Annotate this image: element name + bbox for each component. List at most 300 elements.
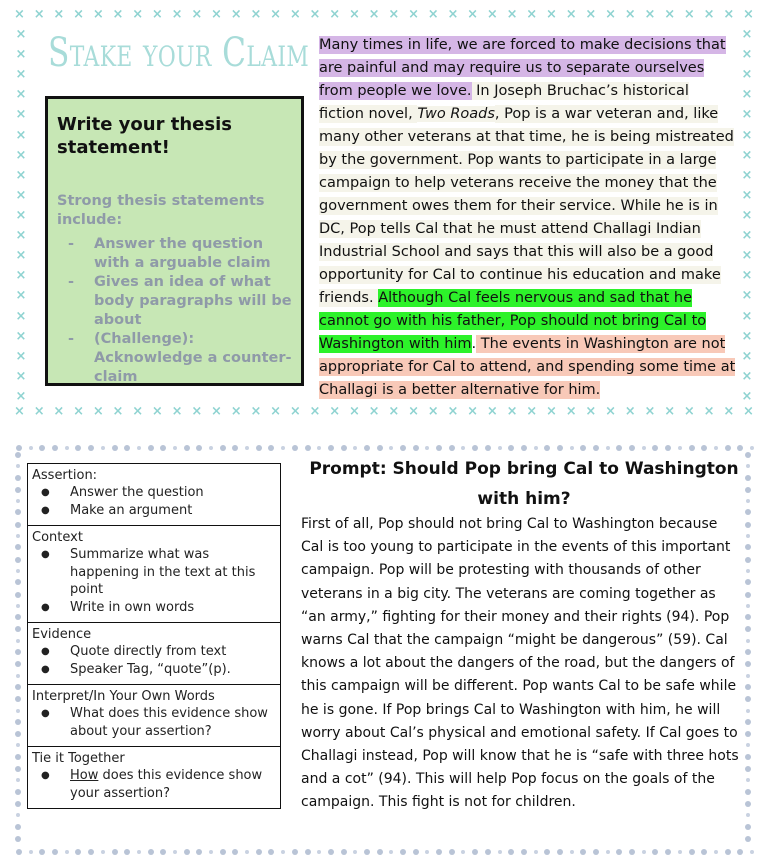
- x-mark-icon: ×: [15, 67, 27, 83]
- x-mark-icon: ×: [743, 8, 754, 22]
- dot-icon: [196, 445, 202, 451]
- dot-icon: [745, 557, 751, 563]
- x-mark-icon: ×: [73, 8, 85, 22]
- dot-icon: [389, 446, 393, 450]
- x-mark-icon: ×: [15, 187, 27, 203]
- hook-highlight: Many times in life, we are forced to make decisions that are painful and may require us to separate ourselves from people we love.: [319, 37, 726, 99]
- dot-icon: [184, 445, 190, 451]
- dot-icon: [745, 614, 751, 620]
- dot-icon: [745, 661, 751, 667]
- dot-icon: [39, 445, 45, 451]
- dash-bullet-icon: -: [68, 236, 75, 252]
- dot-icon: [15, 487, 21, 493]
- dot-icon: [593, 849, 599, 855]
- x-mark-icon: ×: [15, 147, 27, 163]
- x-mark-icon: ×: [15, 268, 27, 284]
- x-mark-icon: ×: [741, 308, 753, 324]
- dot-icon: [15, 824, 21, 830]
- x-mark-icon: ×: [408, 405, 419, 419]
- thesis-tip: - Gives an idea of what body paragraphs will be about: [68, 274, 292, 328]
- x-mark-icon: ×: [741, 348, 753, 364]
- dot-icon: [746, 534, 750, 538]
- dot-icon: [15, 731, 21, 737]
- dot-icon: [436, 849, 442, 855]
- x-mark-icon: ×: [447, 8, 459, 22]
- x-mark-icon: ×: [329, 8, 341, 22]
- dot-icon: [220, 849, 226, 855]
- dot-icon: [629, 849, 635, 855]
- dot-icon: [15, 544, 21, 550]
- x-mark-icon: ×: [250, 8, 262, 22]
- dot-icon: [750, 446, 754, 450]
- x-mark-icon: ×: [15, 288, 27, 304]
- list-item: ● Write in own words: [32, 599, 276, 617]
- dot-icon: [328, 445, 334, 451]
- x-mark-icon: ×: [15, 388, 27, 404]
- guide-row-evidence: [28, 623, 280, 685]
- thesis-instructions-box: [45, 96, 304, 386]
- x-mark-icon: ×: [92, 405, 104, 419]
- x-mark-icon: ×: [624, 8, 636, 22]
- dot-icon: [377, 445, 383, 451]
- dot-icon: [521, 445, 527, 451]
- context-text: , Pop is a war veteran and, like many other veterans at that time, he is being mistreated by the government. Pop wants to participate in a large campaign to help veterans receive the money that the government owes them for their service. While he is in DC, Pop tells Cal that he must attend Challagi Indian Industrial School and says that this will also be a good opportunity for Cal to continue his education and make friends.: [319, 106, 734, 306]
- x-mark-icon: ×: [741, 248, 753, 264]
- dot-icon: [425, 446, 429, 450]
- x-mark-icon: ×: [741, 368, 753, 384]
- x-mark-icon: ×: [624, 405, 636, 419]
- dot-icon: [268, 445, 274, 451]
- dot-icon: [245, 850, 249, 854]
- dot-icon: [485, 445, 491, 451]
- dot-icon: [745, 836, 751, 842]
- dot-icon: [15, 754, 21, 760]
- dot-icon: [292, 849, 298, 855]
- dot-icon: [746, 639, 750, 643]
- x-mark-icon: ×: [171, 8, 183, 22]
- dot-icon: [148, 445, 154, 451]
- x-mark-icon: ×: [53, 405, 65, 419]
- x-mark-icon: ×: [53, 8, 65, 22]
- x-mark-icon: ×: [15, 348, 27, 364]
- x-mark-icon: ×: [526, 8, 538, 22]
- dot-icon: [652, 849, 658, 855]
- dot-icon: [714, 446, 718, 450]
- x-border-left: [14, 28, 28, 404]
- dot-icon: [508, 849, 514, 855]
- thesis-heading: Write your thesis statement!: [57, 114, 232, 158]
- x-mark-icon: ×: [329, 405, 341, 419]
- dot-icon: [16, 604, 20, 608]
- guide-row-items: [32, 705, 276, 740]
- x-mark-icon: ×: [427, 405, 439, 419]
- x-mark-icon: ×: [15, 107, 27, 123]
- dot-icon: [746, 709, 750, 713]
- dot-icon: [746, 778, 750, 782]
- dot-icon: [701, 445, 707, 451]
- dot-icon: [184, 849, 190, 855]
- x-mark-icon: ×: [741, 207, 753, 223]
- x-mark-icon: ×: [33, 405, 45, 419]
- dot-icon: [746, 674, 750, 678]
- dot-icon: [232, 445, 238, 451]
- x-mark-icon: ×: [565, 8, 577, 22]
- x-mark-icon: ×: [545, 405, 557, 419]
- dot-icon: [745, 696, 751, 702]
- x-mark-icon: ×: [703, 8, 715, 22]
- list-item: ● Speaker Tag, “quote”(p).: [32, 661, 276, 679]
- guide-row-items: [32, 643, 276, 678]
- dot-icon: [101, 850, 105, 854]
- dot-icon: [15, 766, 21, 772]
- x-mark-icon: ×: [741, 187, 753, 203]
- dot-icon: [449, 445, 455, 451]
- dot-icon: [534, 446, 538, 450]
- x-border-bottom: [14, 405, 754, 419]
- dot-icon: [15, 696, 21, 702]
- x-mark-icon: ×: [506, 405, 518, 419]
- x-mark-icon: ×: [15, 368, 27, 384]
- dot-icon: [173, 850, 177, 854]
- dot-icon: [29, 850, 33, 854]
- x-mark-icon: ×: [230, 405, 242, 419]
- body-paragraph: First of all, Pop should not bring Cal to Washington because Cal is too young to participate in the events of this important campaign. Pop will be protesting with thousands of other veterans in a big city. The veterans are coming together as “an army,” fighting for their money and their rights (94). Pop warns Cal that the campaign “might be dangerous” (59). Cal knows a lot about the dangers of the road, but the dangers of this campaign will be different. Pop wants Cal to be safe while he is gone. If Pop brings Cal to Washington with him, he will worry about Cal’s physical and emotional safety. If Cal goes to Challagi instead, Pop will know that he is “safe with three hots and a cot” (94). This will help Pop focus on the goals of the campaign. This fight is not for children.: [301, 516, 739, 811]
- dot-icon: [689, 445, 695, 451]
- dot-icon: [745, 801, 751, 807]
- dot-icon: [498, 446, 502, 450]
- guide-row-items: [32, 546, 276, 616]
- dot-icon: [544, 445, 550, 451]
- x-border-right: [740, 28, 754, 404]
- dot-icon: [220, 445, 226, 451]
- dot-icon: [642, 446, 646, 450]
- dot-icon: [678, 850, 682, 854]
- dot-icon: [616, 445, 622, 451]
- dot-icon: [746, 569, 750, 573]
- dot-icon: [557, 445, 563, 451]
- x-mark-icon: ×: [644, 405, 656, 419]
- x-mark-icon: ×: [309, 8, 321, 22]
- dot-icon: [364, 849, 370, 855]
- x-mark-icon: ×: [33, 8, 45, 22]
- list-item: ● Answer the question: [32, 484, 276, 502]
- dot-icon: [16, 499, 20, 503]
- dot-icon: [209, 446, 213, 450]
- x-mark-icon: ×: [151, 8, 163, 22]
- x-mark-icon: ×: [191, 8, 203, 22]
- dot-icon: [745, 626, 751, 632]
- dot-icon: [245, 446, 249, 450]
- dot-icon: [256, 445, 262, 451]
- dot-icon: [88, 849, 94, 855]
- x-mark-icon: ×: [741, 147, 753, 163]
- dash-bullet-icon: -: [68, 331, 75, 347]
- dot-icon: [616, 849, 622, 855]
- dot-icon: [689, 849, 695, 855]
- dot-icon: [15, 661, 21, 667]
- dot-icon: [498, 850, 502, 854]
- x-mark-icon: ×: [741, 288, 753, 304]
- x-mark-icon: ×: [723, 8, 735, 22]
- dot-icon: [15, 801, 21, 807]
- dot-icon: [629, 445, 635, 451]
- dash-bullet-icon: -: [68, 274, 75, 290]
- dot-icon: [65, 850, 69, 854]
- dot-icon: [16, 849, 22, 855]
- dot-icon: [52, 849, 58, 855]
- x-mark-icon: ×: [741, 28, 753, 42]
- dot-icon: [745, 731, 751, 737]
- guide-row-assertion: [28, 464, 280, 526]
- x-mark-icon: ×: [683, 405, 695, 419]
- dot-icon: [745, 522, 751, 528]
- dot-icon: [88, 445, 94, 451]
- dot-icon: [15, 719, 21, 725]
- x-mark-icon: ×: [348, 8, 360, 22]
- dot-icon: [16, 464, 20, 468]
- x-mark-icon: ×: [348, 405, 360, 419]
- period: .: [471, 336, 477, 352]
- dot-icon: [745, 649, 751, 655]
- dot-border-bottom: [16, 848, 754, 856]
- dot-icon: [15, 579, 21, 585]
- dot-icon: [268, 849, 274, 855]
- dot-icon: [124, 445, 130, 451]
- dot-icon: [52, 445, 58, 451]
- dot-icon: [15, 509, 21, 515]
- list-item: ● What does this evidence show about your assertion?: [32, 705, 276, 740]
- x-mark-icon: ×: [741, 167, 753, 183]
- x-mark-icon: ×: [467, 405, 479, 419]
- dot-icon: [745, 719, 751, 725]
- x-mark-icon: ×: [151, 405, 163, 419]
- guide-row-tie-together: [28, 747, 280, 808]
- x-mark-icon: ×: [15, 127, 27, 143]
- dot-icon: [353, 446, 357, 450]
- x-mark-icon: ×: [743, 405, 754, 419]
- dot-icon: [15, 684, 21, 690]
- x-mark-icon: ×: [664, 8, 676, 22]
- dot-icon: [745, 684, 751, 690]
- x-mark-icon: ×: [15, 87, 27, 103]
- x-mark-icon: ×: [368, 8, 380, 22]
- dot-icon: [124, 849, 130, 855]
- guide-row-title: Assertion:: [32, 468, 98, 483]
- guide-row-interpret: [28, 685, 280, 747]
- x-mark-icon: ×: [741, 228, 753, 244]
- x-mark-icon: ×: [230, 8, 242, 22]
- dot-icon: [305, 445, 311, 451]
- dot-icon: [112, 849, 118, 855]
- dot-icon: [16, 813, 20, 817]
- thesis-tip: - Answer the question with a arguable claim: [68, 236, 271, 271]
- dot-icon: [341, 849, 347, 855]
- dot-icon: [16, 743, 20, 747]
- dot-icon: [750, 850, 754, 854]
- page-title: Stake your Claim: [48, 30, 310, 76]
- dot-icon: [425, 850, 429, 854]
- dot-icon: [16, 778, 20, 782]
- x-mark-icon: ×: [15, 28, 27, 42]
- x-mark-icon: ×: [741, 107, 753, 123]
- dot-icon: [39, 849, 45, 855]
- dot-icon: [665, 445, 671, 451]
- context-text: In Joseph Bruchac’s historical fiction novel,: [319, 83, 689, 122]
- dot-icon: [436, 445, 442, 451]
- x-mark-icon: ×: [741, 47, 753, 63]
- dot-icon: [746, 813, 750, 817]
- dot-icon: [173, 446, 177, 450]
- dot-icon: [461, 446, 465, 450]
- dot-icon: [413, 849, 419, 855]
- dot-icon: [16, 569, 20, 573]
- x-mark-icon: ×: [112, 8, 124, 22]
- dot-icon: [305, 849, 311, 855]
- x-mark-icon: ×: [683, 8, 695, 22]
- dot-icon: [389, 850, 393, 854]
- x-mark-icon: ×: [289, 8, 301, 22]
- list-item: ● How does this evidence show your assertion?: [32, 767, 276, 802]
- list-item: ● Summarize what was happening in the text at this point: [32, 546, 276, 599]
- x-mark-icon: ×: [132, 8, 144, 22]
- dot-icon: [745, 544, 751, 550]
- guide-row-context: [28, 526, 280, 623]
- dot-border-top: [16, 444, 754, 452]
- x-mark-icon: ×: [171, 405, 183, 419]
- intro-paragraph: [319, 34, 737, 402]
- guide-row-items: [32, 484, 276, 519]
- dot-icon: [678, 446, 682, 450]
- x-mark-icon: ×: [723, 405, 735, 419]
- x-mark-icon: ×: [15, 207, 27, 223]
- dot-icon: [15, 592, 21, 598]
- x-mark-icon: ×: [15, 47, 27, 63]
- dot-icon: [737, 445, 743, 451]
- x-mark-icon: ×: [703, 405, 715, 419]
- dot-icon: [400, 849, 406, 855]
- guide-row-title: Tie it Together: [32, 751, 125, 766]
- dot-icon: [16, 674, 20, 678]
- dot-icon: [15, 475, 21, 481]
- x-mark-icon: ×: [486, 8, 498, 22]
- guide-row-title: Interpret/In Your Own Words: [32, 689, 215, 704]
- thesis-section: [0, 0, 768, 428]
- x-mark-icon: ×: [270, 405, 282, 419]
- dot-icon: [746, 743, 750, 747]
- x-mark-icon: ×: [14, 8, 25, 22]
- x-mark-icon: ×: [15, 308, 27, 324]
- dot-icon: [400, 445, 406, 451]
- x-mark-icon: ×: [585, 8, 597, 22]
- x-mark-icon: ×: [211, 8, 222, 22]
- thesis-highlight: Although Cal feels nervous and sad that he cannot go with his father, Pop should not bring Cal to Washington with him: [319, 290, 707, 352]
- guide-row-items: [32, 767, 276, 802]
- dot-icon: [292, 445, 298, 451]
- x-mark-icon: ×: [250, 405, 262, 419]
- x-mark-icon: ×: [132, 405, 144, 419]
- x-mark-icon: ×: [605, 8, 616, 22]
- dot-icon: [148, 849, 154, 855]
- dot-icon: [508, 445, 514, 451]
- x-mark-icon: ×: [15, 248, 27, 264]
- dot-icon: [534, 850, 538, 854]
- x-mark-icon: ×: [427, 8, 439, 22]
- dot-icon: [745, 824, 751, 830]
- x-mark-icon: ×: [741, 127, 753, 143]
- x-mark-icon: ×: [15, 328, 27, 344]
- dot-icon: [413, 445, 419, 451]
- dot-icon: [714, 850, 718, 854]
- dot-icon: [377, 849, 383, 855]
- x-mark-icon: ×: [92, 8, 104, 22]
- x-mark-icon: ×: [309, 405, 321, 419]
- dot-icon: [570, 850, 574, 854]
- dot-icon: [75, 445, 81, 451]
- dot-icon: [65, 446, 69, 450]
- x-mark-icon: ×: [289, 405, 301, 419]
- dot-icon: [652, 445, 658, 451]
- dot-icon: [15, 557, 21, 563]
- dot-icon: [353, 850, 357, 854]
- x-mark-icon: ×: [388, 8, 400, 22]
- x-mark-icon: ×: [191, 405, 203, 419]
- book-title: Two Roads: [417, 106, 495, 122]
- dot-icon: [642, 850, 646, 854]
- dot-icon: [16, 445, 22, 451]
- list-item: ● Make an argument: [32, 502, 276, 520]
- thesis-tip: - (Challenge): Acknowledge a counter-claim: [68, 331, 292, 385]
- x-mark-icon: ×: [664, 405, 676, 419]
- dot-icon: [745, 754, 751, 760]
- x-mark-icon: ×: [644, 8, 656, 22]
- dot-icon: [745, 592, 751, 598]
- x-mark-icon: ×: [486, 405, 498, 419]
- dot-icon: [75, 849, 81, 855]
- dot-icon: [665, 849, 671, 855]
- dot-icon: [317, 446, 321, 450]
- dot-icon: [521, 849, 527, 855]
- x-mark-icon: ×: [112, 405, 124, 419]
- x-mark-icon: ×: [741, 87, 753, 103]
- dot-icon: [580, 445, 586, 451]
- dot-icon: [472, 445, 478, 451]
- dot-icon: [137, 446, 141, 450]
- underlined-word: How: [70, 768, 99, 783]
- dot-border-left: [14, 452, 22, 842]
- dot-icon: [364, 445, 370, 451]
- dot-icon: [160, 849, 166, 855]
- x-mark-icon: ×: [506, 8, 518, 22]
- x-mark-icon: ×: [741, 328, 753, 344]
- dot-icon: [232, 849, 238, 855]
- dot-icon: [101, 446, 105, 450]
- x-mark-icon: ×: [741, 388, 753, 404]
- x-mark-icon: ×: [408, 8, 419, 22]
- dot-icon: [606, 446, 610, 450]
- dot-icon: [580, 849, 586, 855]
- prompt-heading: Prompt: Should Pop bring Cal to Washington with him?: [309, 459, 739, 509]
- dot-icon: [745, 579, 751, 585]
- x-mark-icon: ×: [605, 405, 616, 419]
- dot-icon: [701, 849, 707, 855]
- dot-icon: [725, 849, 731, 855]
- x-mark-icon: ×: [545, 8, 557, 22]
- x-mark-icon: ×: [270, 8, 282, 22]
- x-mark-icon: ×: [585, 405, 597, 419]
- dot-icon: [196, 849, 202, 855]
- dot-icon: [557, 849, 563, 855]
- x-mark-icon: ×: [388, 405, 400, 419]
